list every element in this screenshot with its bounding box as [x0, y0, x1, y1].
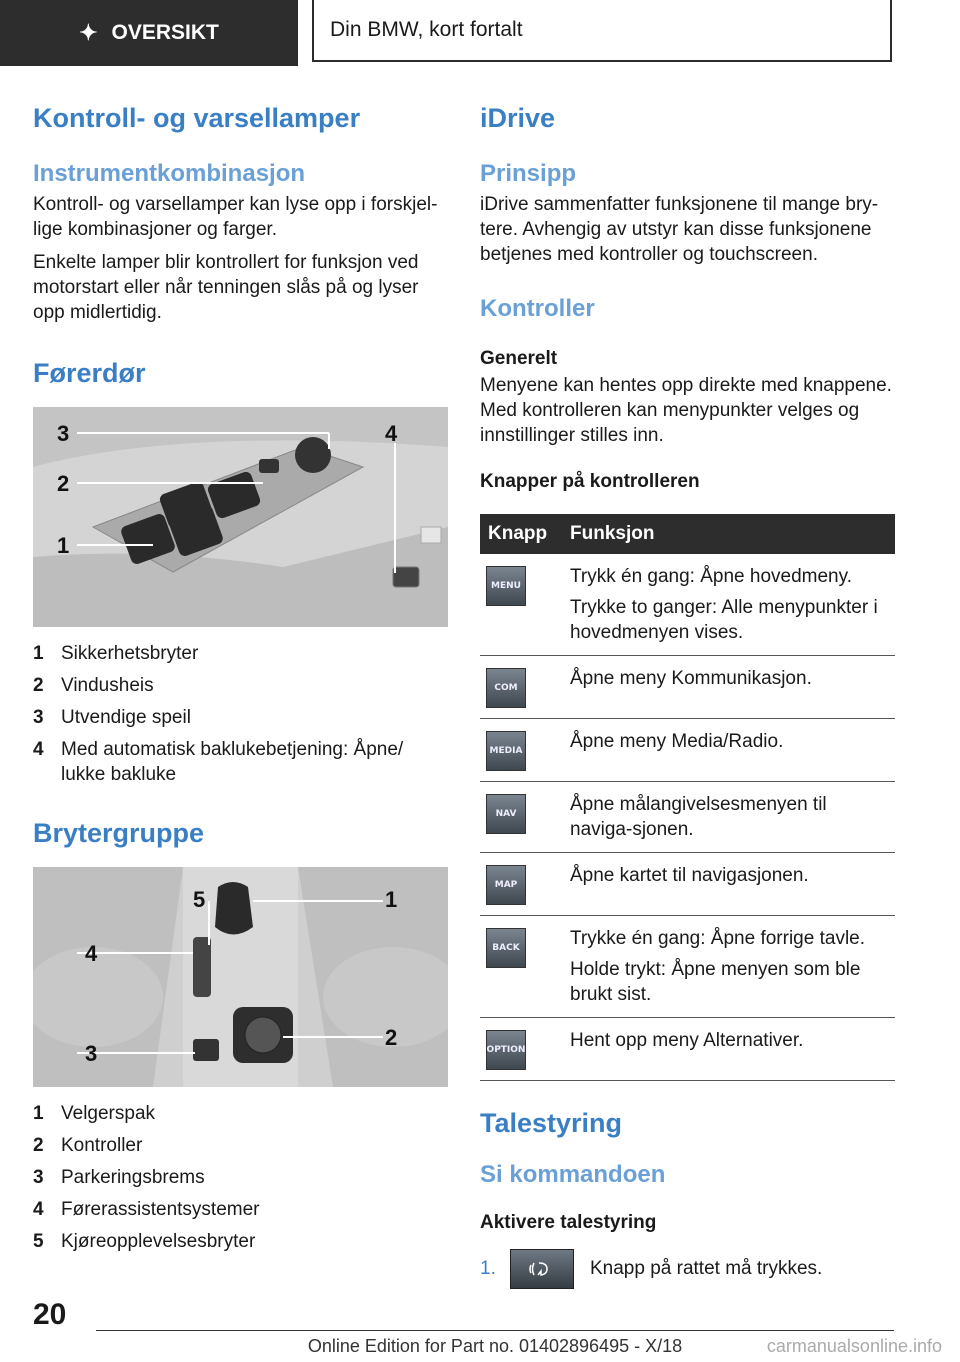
console-legend: [33, 1101, 449, 1254]
door-callout-4: 4: [385, 421, 398, 446]
chapter-title: Din BMW, kort fortalt: [312, 0, 892, 62]
list-item: 3 Parkeringsbrems: [33, 1167, 205, 1188]
map-button-icon: MAP: [486, 865, 526, 905]
console-callout-4: 4: [85, 941, 98, 966]
paragraph-lamps-1: Kontroll- og varsellamper kan lyse opp i forskjel-lige kombinasjoner og farger.: [33, 194, 438, 240]
option-button-icon: OPTION: [486, 1030, 526, 1070]
section-tab[interactable]: [0, 0, 298, 66]
heading-voice-control: Talestyring: [480, 1108, 623, 1138]
table-header-button: Knapp: [480, 514, 562, 554]
heading-activate-voice: Aktivere talestyring: [480, 1212, 657, 1233]
paragraph-principle: iDrive sammenfatter funksjonene til mange bry-tere. Avhengig av utstyr kan disse funksjonene betjenes med kontroller og touchscreen.: [480, 194, 879, 265]
page-header: [0, 0, 960, 66]
media-button-icon: MEDIA: [486, 731, 526, 771]
voice-control-button-icon: [510, 1249, 574, 1289]
left-column: [33, 98, 449, 1261]
edition-text: Online Edition for Part no. 01402896495 - X/18: [307, 1336, 683, 1356]
menu-button-icon: MENU: [486, 566, 526, 606]
controller-buttons-table: [480, 514, 895, 1081]
step-number: 1.: [480, 1258, 496, 1279]
console-callout-5: 5: [193, 887, 206, 912]
step-1: [480, 1249, 896, 1289]
heading-idrive: iDrive: [480, 103, 556, 133]
list-item: 1 Sikkerhetsbryter: [33, 643, 199, 664]
table-row: COM Åpne meny Kommunikasjon.: [480, 656, 895, 719]
table-header-function: Funksjon: [562, 514, 895, 554]
table-row: MENU Trykk én gang: Åpne hovedmeny. Trykke to ganger: Alle menypunkter i hovedmenyen vises.: [480, 554, 895, 656]
com-button-icon: COM: [486, 668, 526, 708]
heading-controller-buttons: Knapper på kontrolleren: [480, 471, 700, 492]
heading-control-lamps: Kontroll- og varsellamper: [33, 103, 361, 133]
door-legend: [33, 641, 449, 787]
heading-controller: Kontroller: [480, 295, 595, 322]
sparkle-icon: ✦: [79, 20, 98, 45]
list-item: 5 Kjøreopplevelsesbryter: [33, 1231, 256, 1252]
footer-divider: [96, 1330, 894, 1331]
nav-button-icon: NAV: [486, 794, 526, 834]
list-item: 4 Førerassistentsystemer: [33, 1199, 260, 1220]
table-row: MEDIA Åpne meny Media/Radio.: [480, 719, 895, 782]
heading-driver-door: Førerdør: [33, 358, 146, 388]
back-button-icon: BACK: [486, 928, 526, 968]
console-callout-1: 1: [385, 887, 398, 912]
list-item: 2 Kontroller: [33, 1135, 143, 1156]
watermark: carmanualsonline.info: [766, 1336, 942, 1356]
heading-general: Generelt: [480, 348, 558, 369]
paragraph-general: Menyene kan hentes opp direkte med knappene. Med kontrolleren kan menypunkter velges og innstillinger stilles inn.: [480, 375, 892, 446]
heading-switch-group: Brytergruppe: [33, 818, 205, 848]
heading-instrument-cluster: Instrumentkombinasjon: [33, 160, 306, 187]
list-item: 4 Med automatisk baklukebetjening: Åpne/ lukke bakluke: [33, 739, 404, 785]
table-row: BACK Trykke én gang: Åpne forrige tavle. Holde trykt: Åpne menyen som ble brukt sist.: [480, 916, 895, 1018]
list-item: 2 Vindusheis: [33, 675, 154, 696]
door-callout-3: 3: [57, 421, 70, 446]
paragraph-lamps-2: Enkelte lamper blir kontrollert for funksjon ved motorstart eller når tenningen slås på og lyser opp midlertidig.: [33, 252, 419, 323]
right-column: [480, 98, 896, 1289]
table-row: MAP Åpne kartet til navigasjonen.: [480, 853, 895, 916]
console-callout-3: 3: [85, 1041, 98, 1066]
list-item: 3 Utvendige speil: [33, 707, 191, 728]
heading-principle: Prinsipp: [480, 160, 577, 187]
step-text: Knapp på rattet må trykkes.: [590, 1258, 823, 1279]
door-callout-1: 1: [57, 533, 70, 558]
page-number: 20: [33, 1298, 67, 1331]
list-item: 1 Velgerspak: [33, 1103, 156, 1124]
driver-door-photo: [33, 407, 448, 627]
center-console-photo: [33, 867, 448, 1087]
door-callout-2: 2: [57, 471, 70, 496]
heading-say-command: Si kommandoen: [480, 1161, 666, 1188]
console-callout-2: 2: [385, 1025, 398, 1050]
section-tab-label: OVERSIKT: [111, 21, 219, 44]
table-row: OPTION Hent opp meny Alternativer.: [480, 1018, 895, 1081]
table-row: NAV Åpne målangivelsesmenyen til naviga-sjonen.: [480, 782, 895, 853]
